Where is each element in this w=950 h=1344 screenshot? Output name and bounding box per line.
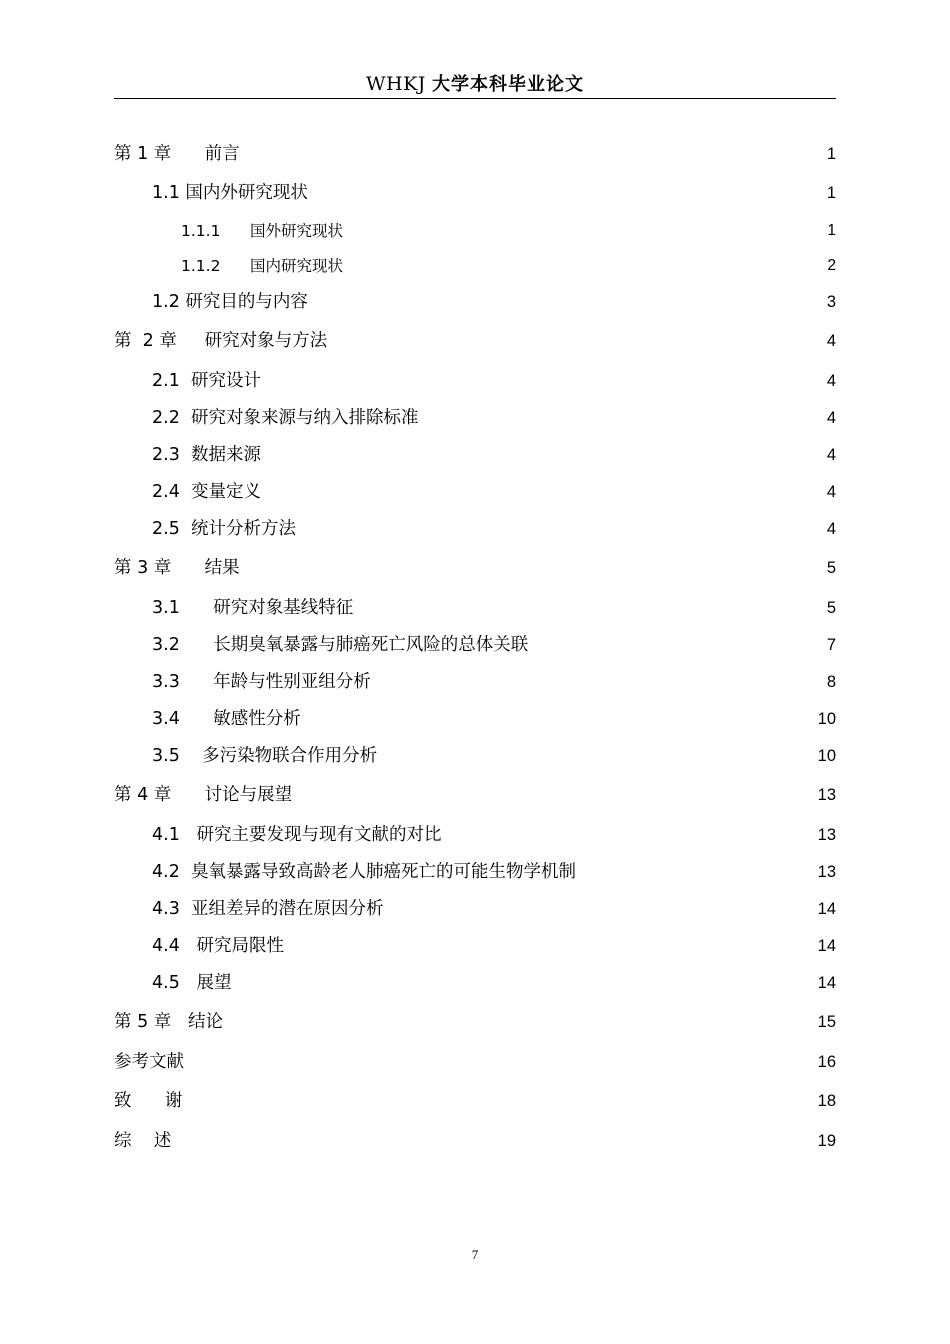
- toc-entry-title: 第 3 章 结果: [114, 558, 240, 578]
- toc-entry-title: 2.3 数据来源: [152, 445, 261, 465]
- running-header: [114, 70, 836, 98]
- toc-entry-page-number: 13: [817, 786, 836, 804]
- toc-entry-page-number: 14: [817, 900, 836, 918]
- toc-entry-page-number: 14: [817, 937, 836, 955]
- toc-entry[interactable]: [0, 253, 950, 279]
- toc-entry-page-number: 4: [826, 520, 836, 538]
- toc-entry-title: 4.2 臭氧暴露导致高龄老人肺癌死亡的可能生物学机制: [152, 862, 576, 882]
- toc-entry-page-number: 3: [826, 293, 836, 311]
- toc-entry-page-number: 14: [817, 974, 836, 992]
- toc-entry-title: 2.5 统计分析方法: [152, 519, 296, 539]
- header-rule: [114, 98, 836, 99]
- toc-entry-page-number: 16: [817, 1053, 836, 1071]
- toc-entry-page-number: 7: [826, 636, 836, 654]
- toc-entry-title: 1.2 研究目的与内容: [152, 292, 308, 312]
- toc-entry-title: 3.3 年龄与性别亚组分析: [152, 672, 371, 692]
- toc-entry-title: 2.2 研究对象来源与纳入排除标准: [152, 408, 419, 428]
- toc-entry-page-number: 18: [817, 1092, 836, 1110]
- toc-entry-title: 4.3 亚组差异的潜在原因分析: [152, 899, 384, 919]
- toc-entry[interactable]: [0, 289, 950, 315]
- toc-entry-title: 1.1.1 国外研究现状: [181, 222, 344, 240]
- toc-entry-page-number: 13: [817, 863, 836, 881]
- toc-entry-page-number: 13: [817, 826, 836, 844]
- toc-entry-title: 3.1 研究对象基线特征: [152, 598, 354, 618]
- toc-entry[interactable]: [0, 442, 950, 468]
- toc-entry-title: 2.1 研究设计: [152, 371, 261, 391]
- toc-entry-page-number: 1: [826, 184, 836, 202]
- toc-entry-page-number: 4: [826, 446, 836, 464]
- toc-entry[interactable]: [0, 595, 950, 621]
- toc-entry[interactable]: [0, 933, 950, 959]
- toc-entry-page-number: 19: [817, 1132, 836, 1150]
- toc-entry-page-number: 1: [826, 145, 836, 163]
- toc-entry[interactable]: [0, 1049, 950, 1075]
- toc-entry-page-number: 4: [826, 332, 836, 350]
- toc-entry[interactable]: [0, 632, 950, 658]
- toc-entry-page-number: 5: [826, 559, 836, 577]
- footer-page-number: 7: [471, 1247, 479, 1262]
- toc-entry[interactable]: [0, 555, 950, 581]
- toc-entry-title: 综 述: [114, 1131, 172, 1151]
- toc-entry-title: 4.5 展望: [152, 973, 232, 993]
- toc-entry-title: 3.4 敏感性分析: [152, 709, 301, 729]
- toc-entry-page-number: 1: [827, 222, 836, 239]
- toc-entry-title: 1.1.2 国内研究现状: [181, 257, 344, 275]
- toc-entry-title: 第 2 章 研究对象与方法: [114, 331, 328, 351]
- toc-entry-title: 第 4 章 讨论与展望: [114, 785, 293, 805]
- toc-entry[interactable]: [0, 141, 950, 167]
- toc-entry[interactable]: [0, 970, 950, 996]
- toc-entry[interactable]: [0, 896, 950, 922]
- toc-entry[interactable]: [0, 218, 950, 244]
- toc-entry-page-number: 5: [826, 599, 836, 617]
- toc-entry-title: 致 谢: [114, 1091, 183, 1111]
- toc-entry[interactable]: [0, 479, 950, 505]
- toc-entry[interactable]: [0, 516, 950, 542]
- toc-entry-title: 第 1 章 前言: [114, 144, 240, 164]
- toc-entry-page-number: 10: [817, 747, 836, 765]
- toc-entry-title: 参考文献: [114, 1052, 184, 1072]
- toc-entry[interactable]: [0, 782, 950, 808]
- toc-entry-title: 3.2 长期臭氧暴露与肺癌死亡风险的总体关联: [152, 635, 529, 655]
- toc-entry-title: 1.1 国内外研究现状: [152, 183, 308, 203]
- toc-entry-page-number: 8: [826, 673, 836, 691]
- toc-entry[interactable]: [0, 706, 950, 732]
- toc-entry-title: 4.1 研究主要发现与现有文献的对比: [152, 825, 442, 845]
- header-latin-text: WHKJ: [366, 73, 426, 95]
- toc-entry-page-number: 4: [826, 372, 836, 390]
- toc-entry[interactable]: [0, 822, 950, 848]
- toc-entry[interactable]: [0, 405, 950, 431]
- toc-entry-page-number: 4: [826, 483, 836, 501]
- toc-entry-title: 3.5 多污染物联合作用分析: [152, 746, 378, 766]
- toc-entry-title: 第 5 章 结论: [114, 1012, 223, 1032]
- toc-entry-page-number: 15: [817, 1013, 836, 1031]
- toc-entry[interactable]: [0, 1088, 950, 1114]
- toc-entry-page-number: 10: [817, 710, 836, 728]
- toc-entry[interactable]: [0, 1009, 950, 1035]
- toc-entry[interactable]: [0, 669, 950, 695]
- toc-entry[interactable]: [0, 1128, 950, 1154]
- header-title-text: 大学本科毕业论文: [431, 74, 584, 95]
- toc-entry[interactable]: [0, 743, 950, 769]
- toc-entry[interactable]: [0, 368, 950, 394]
- toc-entry-title: 2.4 变量定义: [152, 482, 261, 502]
- toc-entry-title: 4.4 研究局限性: [152, 936, 285, 956]
- toc-entry-page-number: 2: [827, 257, 836, 274]
- toc-entry[interactable]: [0, 859, 950, 885]
- toc-entry[interactable]: [0, 328, 950, 354]
- toc-entry-page-number: 4: [826, 409, 836, 427]
- toc-entry[interactable]: [0, 180, 950, 206]
